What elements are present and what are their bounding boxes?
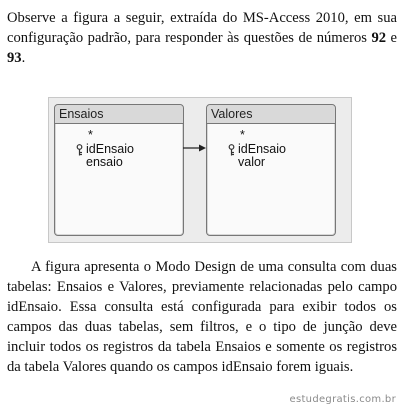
query-design-diagram [48, 97, 352, 243]
description-paragraph [7, 257, 397, 377]
field-all-label: * [88, 128, 93, 142]
field-label: idEnsaio [86, 141, 134, 156]
relationship-join-arrow[interactable] [49, 98, 351, 242]
field-label: valor [238, 155, 266, 169]
description-text: A figura apresenta o Modo Design de uma consulta com duas tabelas: Ensaios e Valores, previamente relacionadas pelo campo idEnsaio. Essa consulta está configurada para exibir todos os campos das duas tabelas, sem filtros, e o tipo de junção deve incluir todos os registros da tabela Ensaios e somente os registros da tabela Valores quando os campos idEnsaio forem iguais. [7, 259, 397, 375]
field-label: idEnsaio [238, 141, 286, 156]
intro-text-end: . [21, 50, 26, 66]
field-all-label: * [240, 128, 245, 142]
question-number-b: 93 [7, 50, 22, 66]
table-valores-title: Valores [207, 105, 335, 124]
intro-text [7, 8, 397, 68]
watermark: estudegratis.com.br [289, 394, 396, 405]
intro-connector: e [386, 30, 397, 46]
table-ensaios-title: Ensaios [55, 105, 183, 124]
intro-text-lead: Observe a figura a seguir, extraída do MS-Access 2010, em sua configuração padrão, para responder às questões de números [7, 10, 397, 46]
field-label: ensaio [86, 155, 123, 169]
arrow-head-icon [199, 145, 206, 152]
question-number-a: 92 [371, 30, 387, 46]
